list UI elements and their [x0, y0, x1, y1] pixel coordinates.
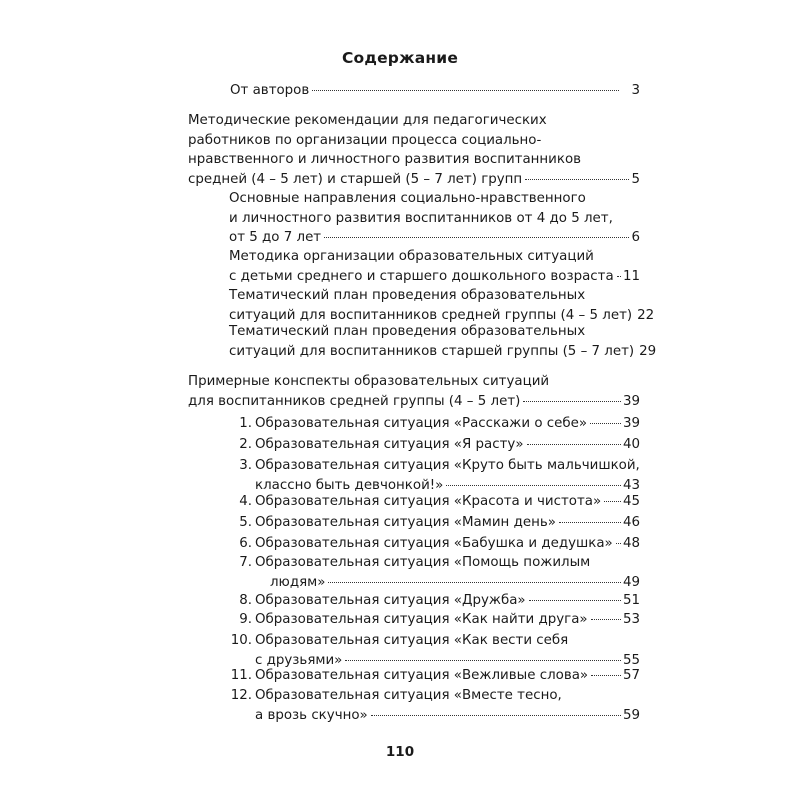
toc-page-number: 46 [622, 515, 640, 530]
toc-entry-text: для воспитанников средней группы (4 – 5 лет) [188, 393, 521, 409]
toc-page-number: 11 [622, 268, 640, 284]
dot-leader [590, 423, 621, 424]
dot-leader [527, 444, 621, 445]
toc-page-number: 3 [631, 83, 640, 98]
toc-entry [229, 247, 640, 286]
toc-entry [229, 286, 655, 325]
situation-number: 10. [230, 633, 252, 648]
toc-entry-text: Образовательная ситуация «Как вести себя [255, 633, 569, 648]
toc-entry-text: От авторов [230, 83, 310, 98]
toc-page-number: 59 [622, 707, 640, 723]
dot-leader [616, 543, 621, 544]
toc-entry-text: Основные направления социально-нравственного [229, 191, 586, 206]
dot-leader [371, 715, 621, 716]
dot-leader [591, 675, 621, 676]
toc-entry-text: Образовательная ситуация «Дружба» [255, 593, 526, 608]
toc-entry-text: Тематический план проведения образовательных [229, 324, 586, 339]
situation-entry [255, 686, 640, 725]
toc-entry [229, 322, 657, 361]
toc-entry-text: от 5 до 7 лет [229, 230, 322, 245]
situation-number: 6. [239, 536, 252, 551]
toc-page-number: 43 [622, 477, 640, 493]
toc-page-number: 40 [622, 437, 640, 452]
situation-number: 4. [239, 494, 252, 509]
toc-entry-text: с детьми среднего и старшего дошкольного возраста [229, 268, 614, 284]
dot-leader [312, 90, 619, 91]
toc-entry-text: Примерные конспекты образовательных ситуаций [188, 374, 550, 389]
toc-entry-text: работников по организации процесса социально- [188, 132, 542, 148]
toc-entry-text: а врозь скучно» [255, 707, 368, 723]
situation-number: 11. [230, 668, 252, 683]
toc-entry-text: Тематический план проведения образовательных [229, 288, 586, 303]
situation-number: 5. [239, 515, 252, 530]
situation-number: 8. [239, 593, 252, 608]
situation-entry [255, 492, 640, 512]
dot-leader [529, 600, 621, 601]
toc-page-number: 6 [631, 230, 640, 245]
toc-entry-text: средней (4 – 5 лет) и старшей (5 – 7 лет) групп [188, 171, 523, 187]
toc-entry-text: людям» [270, 574, 326, 590]
page-number-footer: 110 [385, 744, 415, 760]
toc-entry-text: Образовательная ситуация «Расскажи о себе» [255, 416, 588, 431]
situation-number: 12. [230, 688, 252, 703]
toc-entry-text: Образовательная ситуация «Помощь пожилым [255, 555, 591, 570]
toc-page-number: 48 [622, 536, 640, 551]
toc-entry-text: Образовательная ситуация «Вместе тесно, [255, 688, 562, 703]
toc-entry-text: Образовательная ситуация «Красота и чистота» [255, 494, 602, 509]
situation-entry [255, 591, 640, 611]
toc-page-number: 49 [622, 574, 640, 590]
situation-number: 2. [239, 437, 252, 452]
toc-page-number: 53 [622, 612, 640, 627]
dot-leader [525, 179, 629, 180]
dot-leader [559, 522, 621, 523]
toc-page-number: 29 [639, 343, 657, 359]
toc-entry [188, 372, 640, 411]
situation-entry [255, 513, 640, 533]
dot-leader [446, 485, 621, 486]
toc-page-number: 57 [622, 668, 640, 683]
dot-leader [345, 660, 621, 661]
toc-entry-text: классно быть девчонкой!» [255, 477, 444, 493]
situation-entry [255, 553, 640, 592]
situation-number: 9. [239, 612, 252, 627]
toc-entry-text: и личностного развития воспитанников от 4 до 5 лет, [229, 210, 613, 226]
situation-number: 3. [239, 458, 252, 473]
dot-leader [328, 582, 621, 583]
dot-leader [617, 276, 621, 277]
toc-entry-text: Образовательная ситуация «Я расту» [255, 437, 524, 452]
toc-page-number: 39 [622, 416, 640, 431]
toc-entry-text: Образовательная ситуация «Вежливые слова» [255, 668, 589, 683]
toc-entry-text: ситуаций для воспитанников средней группы (4 – 5 лет) [229, 307, 633, 323]
dot-leader [604, 501, 621, 502]
situation-entry [255, 631, 640, 670]
toc-title: Содержание [341, 49, 459, 67]
situation-number: 7. [239, 555, 252, 570]
situation-entry [255, 435, 640, 455]
situation-entry [255, 534, 640, 554]
toc-entry-text: с друзьями» [255, 652, 343, 668]
toc-entry-text: нравственного и личностного развития воспитанников [188, 152, 582, 167]
situation-entry [255, 414, 640, 434]
toc-entry-text: Образовательная ситуация «Бабушка и дедушка» [255, 536, 613, 551]
toc-page-number: 5 [631, 171, 640, 187]
situation-number: 1. [239, 416, 252, 431]
situation-entry [255, 610, 640, 630]
toc-entry [229, 189, 640, 248]
toc-page-number: 39 [622, 393, 640, 409]
toc-entry-text: Образовательная ситуация «Круто быть мальчишкой, [255, 458, 640, 473]
dot-leader [324, 237, 629, 238]
toc-page-number: 51 [622, 593, 640, 608]
toc-entry-text: Методика организации образовательных ситуаций [229, 249, 594, 264]
toc-page-number: 55 [622, 652, 640, 668]
dot-leader [523, 401, 621, 402]
toc-entry-text: Образовательная ситуация «Мамин день» [255, 515, 556, 530]
toc-entry [230, 81, 640, 101]
toc-entry-text: Образовательная ситуация «Как найти друга» [255, 612, 588, 627]
dot-leader [591, 619, 621, 620]
toc-entry-text: ситуаций для воспитанников старшей группы (5 – 7 лет) [229, 343, 635, 359]
toc-entry-text: Методические рекомендации для педагогических [188, 113, 547, 128]
situation-entry [255, 456, 640, 495]
toc-entry [188, 111, 640, 189]
situation-entry [255, 666, 640, 686]
toc-page-number: 22 [637, 307, 655, 323]
toc-page-number: 45 [622, 494, 640, 509]
